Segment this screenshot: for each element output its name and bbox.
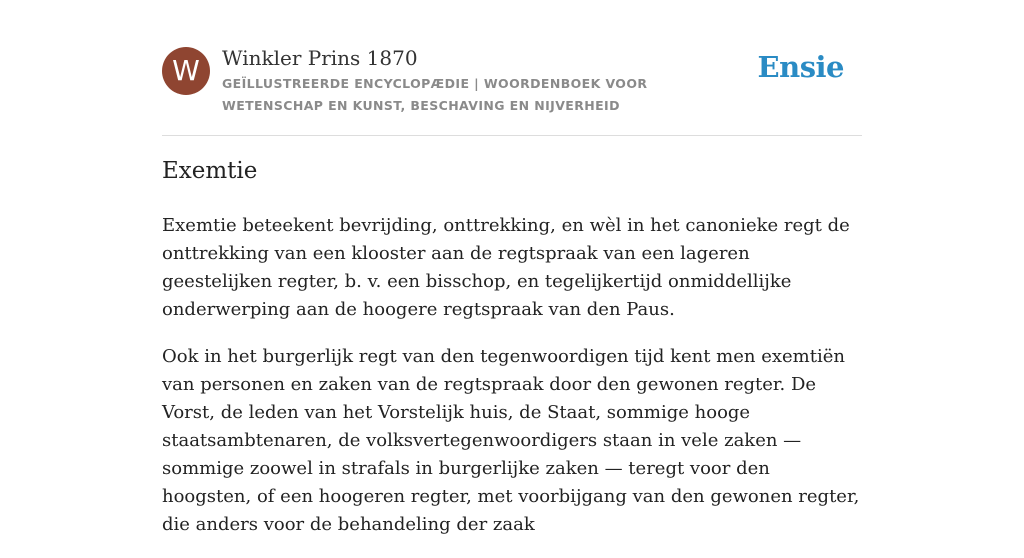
entry-paragraph-2: Ook in het burgerlijk regt van den tegenwoordigen tijd kent men exemtiën van personen en zaken van de regtspraak door den gewonen regter. De Vorst, de leden van het Vorstelijk huis, de Staat, sommige hooge staatsambtenaren, de volksvertegenwoordigers staan in vele zaken — sommige zoowel in strafals in burgerlijke zaken — teregt voor den hoogsten, of een hoogeren regter, met voorbijgang van den gewonen regter, die anders voor de behandeling der zaak [162,346,860,535]
source-subtitle: GEÏLLUSTREERDE ENCYCLOPÆDIE | WOORDENBOEK VOOR WETENSCHAP EN KUNST, BESCHAVING EN NIJVERHEID [222,76,648,113]
source-header [162,44,862,134]
ensie-logo-link[interactable]: Ensie [757,50,844,84]
source-avatar[interactable]: W [162,47,210,95]
source-title[interactable]: Winkler Prins 1870 [222,46,418,70]
header-divider [162,135,862,136]
entry-paragraph-1: Exemtie beteekent bevrijding, onttrekking, en wèl in het canonieke regt de onttrekking van een klooster aan de regtspraak van een lageren geestelijken regter, b. v. een bisschop, en tegelijkertijd onmiddellijke onderwerping aan de hoogere regtspraak van den Paus. [162,215,850,320]
entry-body [162,212,862,558]
entry-title: Exemtie [162,158,258,184]
